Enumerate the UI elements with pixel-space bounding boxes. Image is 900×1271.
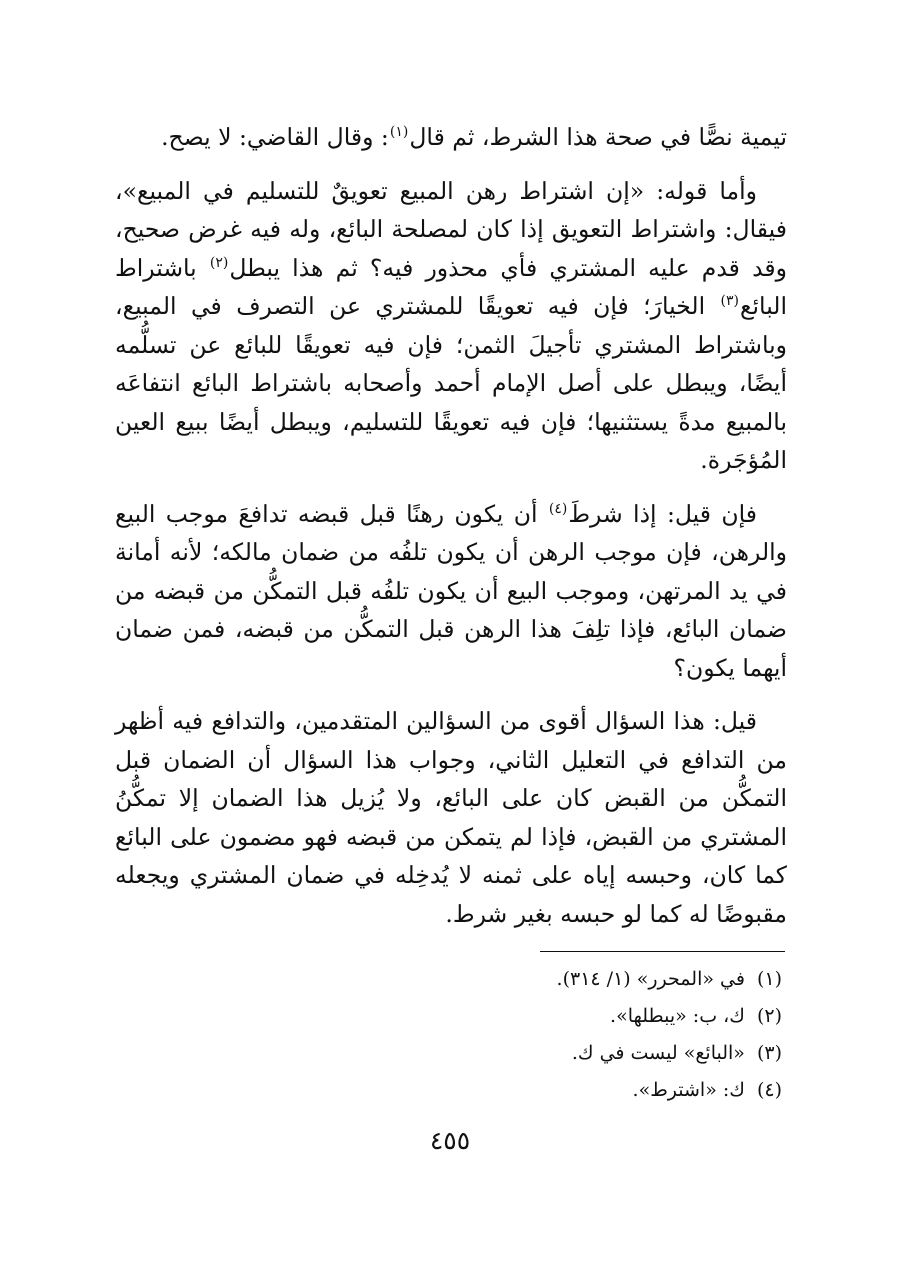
footnote-item — [382, 1035, 782, 1072]
footnote-number: (٤) — [756, 1079, 782, 1101]
footnote-ref-4[interactable]: (٤) — [548, 500, 568, 517]
paragraph-4 — [115, 702, 787, 933]
footnote-text: في «المحرر» (١/ ٣١٤). — [556, 968, 745, 990]
footnote-ref-2[interactable]: (٢) — [209, 254, 229, 271]
footnote-number: (٢) — [756, 1005, 782, 1027]
footnote-item — [382, 961, 782, 998]
footnote-text: ك، ب: «يبطلها». — [610, 1005, 745, 1027]
footnote-item — [382, 1072, 782, 1109]
paragraph-2 — [115, 172, 787, 480]
footnote-number: (٣) — [756, 1042, 782, 1064]
footnote-ref-1[interactable]: (١) — [389, 124, 409, 141]
paragraph-1 — [115, 118, 787, 157]
text-run: باشتراط البائع — [115, 253, 787, 320]
text-run: الخيارَ؛ فإن فيه تعويقًا للمشتري عن التصرف في المبيع، وباشتراط المشتري تأجيلَ الثمن؛ فإن فيه تعويقًا للبائع عن تسلُّمه أيضًا، ويبطل على أصل الإمام أحمد وأصحابه باشتراط البائع انتفاعَه بالمبيع مدةً يستثنيها؛ فإن فيه تعويقًا للتسليم، ويبطل أيضًا ببيع العين المُؤجَرة. — [115, 292, 787, 474]
footnote-text: ك: «اشترط». — [632, 1079, 745, 1101]
text-run: وأما قوله: «إن اشتراط رهن المبيع تعويقٌ للتسليم في المبيع»، فيقال: واشتراط التعويق إذا كان لمصلحة البائع، وله فيه غرض صحيح، وقد قدم عليه المشتري فأي محذور فيه؟ ثم هذا يبطل — [115, 176, 787, 282]
footnote-ref-3[interactable]: (٣) — [720, 293, 739, 310]
footnote-item — [382, 998, 782, 1035]
page-number: ٤٥٥ — [429, 1126, 471, 1155]
text-run: أن يكون رهنًا قبل قبضه تدافعَ موجب البيع والرهن، فإن موجب الرهن أن يكون تلفُه من ضمان مالكه؛ لأنه أمانة في يد المرتهن، وموجب البيع أن يكون تلفُه قبل التمكُّن من قبضه من ضمان البائع، فإذا تلِفَ هذا الرهن قبل التمكُّن من قبضه، فمن ضمان أيهما يكون؟ — [115, 499, 787, 682]
footnote-divider — [540, 951, 785, 952]
text-run: : وقال القاضي: لا يصح. — [161, 123, 389, 151]
footnote-text: «البائع» ليست في ك. — [571, 1042, 745, 1064]
paragraph-3 — [115, 495, 787, 688]
text-run: تيمية نصًّا في صحة هذا الشرط، ثم قال — [409, 123, 787, 151]
main-text — [115, 118, 787, 948]
text-run: قيل: هذا السؤال أقوى من السؤالين المتقدمين، والتدافع فيه أظهر من التدافع في التعليل الثاني، وجواب هذا السؤال أن الضمان قبل التمكُّن من القبض كان على البائع، ولا يُزيل هذا الضمان إلا تمكُّنُ المشتري من القبض، فإذا لم يتمكن من قبضه فهو مضمون على البائع كما كان، وحبسه إياه على ثمنه لا يُدخِله في ضمان المشتري ويجعله مقبوضًا له كما لو حبسه بغير شرط. — [115, 707, 787, 928]
footnotes — [382, 961, 782, 1109]
footnote-number: (١) — [756, 968, 782, 990]
text-run: فإن قيل: إذا شرطَ — [568, 499, 757, 528]
